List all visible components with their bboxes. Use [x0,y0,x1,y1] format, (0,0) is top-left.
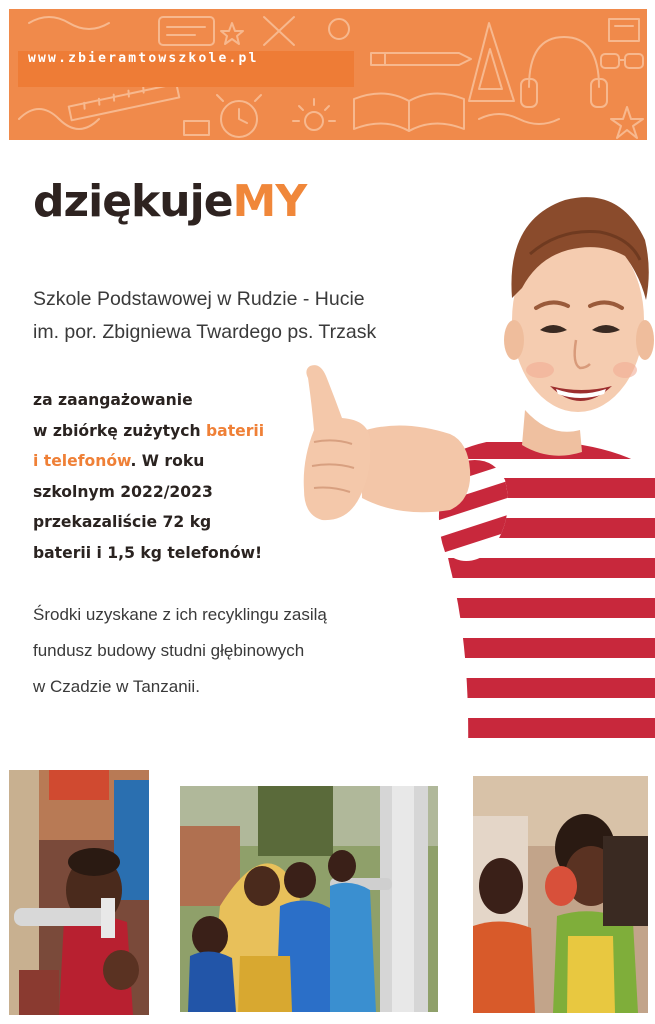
note-line-3: w Czadzie w Tanzanii. [33,677,200,696]
achievement-line-5: przekazaliście 72 kg [33,513,212,531]
headline [33,176,307,227]
note-line-1: Środki uzyskane z ich recyklingu zasilą [33,605,327,624]
achievement-text-part: w zbiórkę zużytych [33,421,207,440]
recipient-line-1: Szkole Podstawowej w Rudzie - Hucie [33,288,365,310]
achievement-line-4: szkolnym 2022/2023 [33,482,213,501]
achievement-line-2 [33,416,264,447]
headphones-icon [521,37,607,107]
highlight-batteries: baterii [206,421,265,440]
achievement-line-1: za zaangażowanie [33,391,193,409]
achievement-line-3 [33,446,264,477]
highlight-phones: i telefonów [33,452,131,470]
glasses-icon [601,54,643,68]
headline-thanks: dziękuje [33,176,233,227]
header-banner [9,9,647,140]
photo-child-water-tap [9,770,149,1015]
triangle-ruler-icon [469,23,514,101]
website-url[interactable]: www.zbieramtowszkole.pl [28,51,259,66]
alarm-clock-icon [217,95,261,137]
note-line-2: fundusz budowy studni głębinowych [33,641,305,660]
photo-children-water-pump [180,786,438,1012]
ruler-icon [69,84,180,121]
boy-thumbs-up-image [300,180,655,755]
headline-we: MY [232,176,307,227]
recipient-line-2: im. por. Zbigniewa Twardego ps. Trzask [33,321,377,343]
achievement-text [33,385,264,568]
photo-children-drinking [473,776,648,1013]
pencil-icon [371,53,471,65]
achievement-text-part: . W roku [130,452,205,470]
recycling-note [33,597,327,705]
book-icon [354,93,464,131]
achievement-line-6: baterii i 1,5 kg telefonów! [33,543,263,562]
